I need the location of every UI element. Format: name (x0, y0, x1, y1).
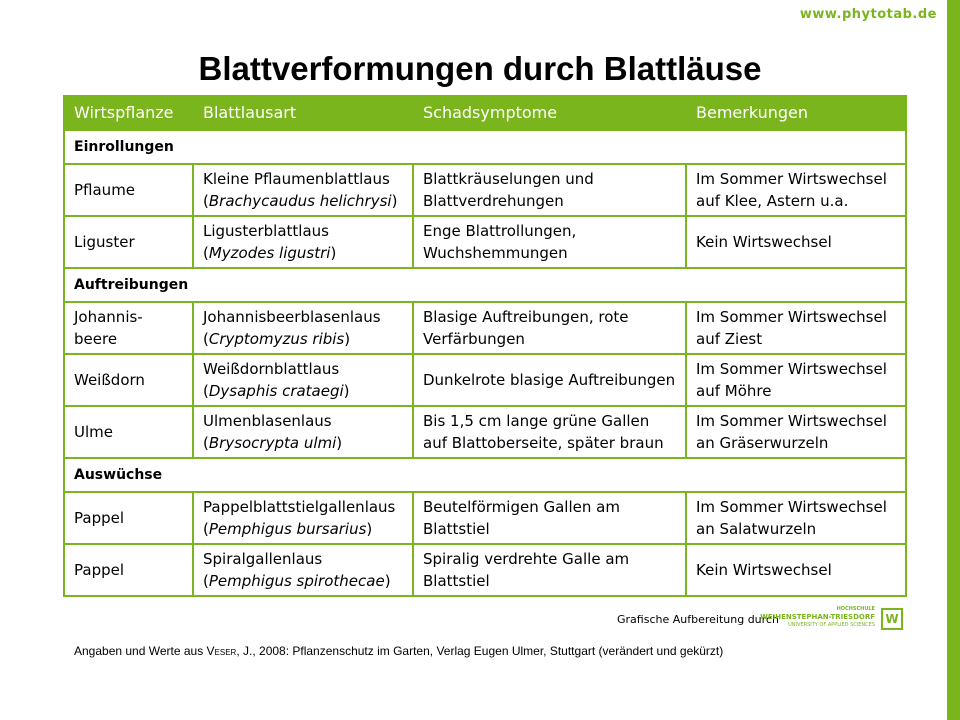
symptoms-cell: Enge Blattrollungen, Wuchshemmungen (413, 216, 686, 268)
aphid-latin-name: Brysocrypta ulmi (208, 434, 337, 452)
aphid-common-name: Spiralgallenlaus (203, 550, 323, 568)
aphid-common-name: Weißdornblattlaus (203, 360, 340, 378)
aphid-latin-name: Brachycaudus helichrysi (208, 192, 392, 210)
page-title: Blattverformungen durch Blattläuse (198, 50, 762, 87)
host-plant-cell: Johannis-beere (64, 302, 193, 354)
table-header-row (64, 96, 906, 130)
table-row (64, 406, 906, 458)
section-title: Auftreibungen (64, 268, 906, 302)
remarks-cell: Im Sommer Wirtswechsel auf Klee, Astern u.a. (686, 164, 906, 216)
remarks-cell: Im Sommer Wirtswechsel an Salatwurzeln (686, 492, 906, 544)
aphid-common-name: Ulmenblasenlaus (203, 412, 332, 430)
source-citation (74, 644, 723, 658)
symptoms-cell: Dunkelrote blasige Auftreibungen (413, 354, 686, 406)
section-row (64, 268, 906, 302)
host-plant-cell: Liguster (64, 216, 193, 268)
remarks-cell: Im Sommer Wirtswechsel auf Möhre (686, 354, 906, 406)
logo-line-1: HOCHSCHULE (836, 606, 875, 612)
section-row (64, 458, 906, 492)
university-logo (760, 606, 905, 630)
section-title: Auswüchse (64, 458, 906, 492)
table-row (64, 302, 906, 354)
host-plant-cell: Pflaume (64, 164, 193, 216)
aphid-species-cell: Weißdornblattlaus (Dysaphis crataegi) (193, 354, 413, 406)
host-plant-cell: Ulme (64, 406, 193, 458)
header-host-plant: Wirtspflanze (64, 96, 193, 130)
remarks-cell: Im Sommer Wirtswechsel auf Ziest (686, 302, 906, 354)
host-plant-cell: Weißdorn (64, 354, 193, 406)
logo-line-3: UNIVERSITY OF APPLIED SCIENCES (788, 622, 875, 628)
aphid-latin-name: Cryptomyzus ribis (208, 330, 345, 348)
table-row (64, 164, 906, 216)
credit-text: Grafische Aufbereitung durch (617, 613, 779, 626)
section-title: Einrollungen (64, 130, 906, 164)
aphid-species-cell: Pappelblattstielgallenlaus (Pemphigus bursarius) (193, 492, 413, 544)
table-row (64, 216, 906, 268)
symptoms-cell: Beutelförmigen Gallen am Blattstiel (413, 492, 686, 544)
aphid-species-cell: Ulmenblasenlaus (Brysocrypta ulmi) (193, 406, 413, 458)
symptoms-cell: Blasige Auftreibungen, rote Verfärbungen (413, 302, 686, 354)
aphid-species-cell: Johannisbeerblasenlaus (Cryptomyzus ribis) (193, 302, 413, 354)
aphid-common-name: Johannisbeerblasenlaus (203, 308, 381, 326)
host-plant-cell: Pappel (64, 492, 193, 544)
table-row (64, 354, 906, 406)
site-url[interactable]: www.phytotab.de (799, 7, 937, 22)
header-aphid-species: Blattlausart (193, 96, 413, 130)
source-author: Veser (206, 644, 237, 658)
source-details: , J., 2008: Pflanzenschutz im Garten, Verlag Eugen Ulmer, Stuttgart (verändert und gekürzt) (236, 644, 724, 658)
symptoms-cell: Spiralig verdrehte Galle am Blattstiel (413, 544, 686, 596)
logo-mark-icon: W (881, 608, 903, 630)
symptoms-cell: Bis 1,5 cm lange grüne Gallen auf Blattoberseite, später braun (413, 406, 686, 458)
aphid-species-cell: Kleine Pflaumenblattlaus (Brachycaudus helichrysi) (193, 164, 413, 216)
logo-line-2: WEIHENSTEPHAN-TRIESDORF (760, 613, 875, 621)
table-row (64, 492, 906, 544)
remarks-cell: Kein Wirtswechsel (686, 544, 906, 596)
aphid-species-cell: Ligusterblattlaus (Myzodes ligustri) (193, 216, 413, 268)
header-remarks: Bemerkungen (686, 96, 906, 130)
aphid-latin-name: Pemphigus spirothecae (208, 572, 385, 590)
source-prefix: Angaben und Werte aus (74, 644, 207, 658)
remarks-cell: Im Sommer Wirtswechsel an Gräserwurzeln (686, 406, 906, 458)
aphid-common-name: Pappelblattstielgallenlaus (203, 498, 396, 516)
table-row (64, 544, 906, 596)
side-accent-bar (947, 0, 960, 720)
remarks-cell: Kein Wirtswechsel (686, 216, 906, 268)
aphid-latin-name: Pemphigus bursarius (208, 520, 367, 538)
aphid-latin-name: Myzodes ligustri (208, 244, 331, 262)
aphid-species-cell: Spiralgallenlaus (Pemphigus spirothecae) (193, 544, 413, 596)
section-row (64, 130, 906, 164)
header-symptoms: Schadsymptome (413, 96, 686, 130)
aphid-table (63, 95, 907, 597)
aphid-common-name: Ligusterblattlaus (203, 222, 329, 240)
host-plant-cell: Pappel (64, 544, 193, 596)
aphid-common-name: Kleine Pflaumenblattlaus (203, 170, 390, 188)
aphid-latin-name: Dysaphis crataegi (208, 382, 344, 400)
symptoms-cell: Blattkräuselungen und Blattverdrehungen (413, 164, 686, 216)
